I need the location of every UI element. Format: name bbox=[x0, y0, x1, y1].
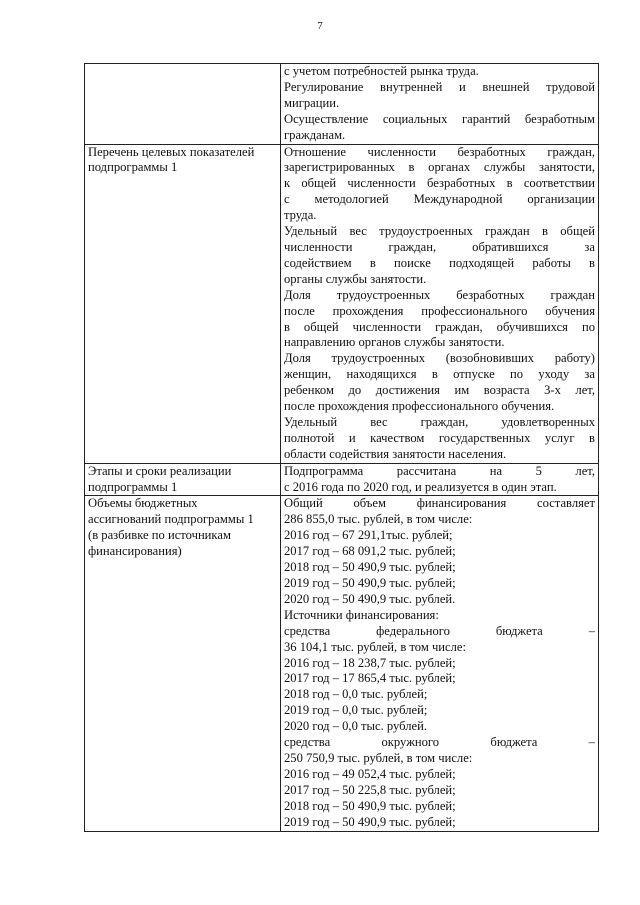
row-content-line: 2017 год – 50 225,8 тыс. рублей; bbox=[284, 782, 456, 797]
row-content-line: Отношение численности безработных граждан, bbox=[284, 144, 595, 159]
row-content-line: 2020 год – 50 490,9 тыс. рублей. bbox=[284, 591, 456, 606]
row-content-line: с учетом потребностей рынка труда. bbox=[284, 64, 479, 78]
row-content-line: зарегистрированных в органах службы занятости, bbox=[284, 160, 595, 175]
row-content-line: полнотой и качеством государственных услуг в bbox=[284, 430, 595, 445]
table-row bbox=[85, 144, 599, 463]
row-content-line: женщин, находящихся в отпуске по уходу за bbox=[284, 367, 595, 382]
row-label-line: Этапы и сроки реализации bbox=[88, 463, 232, 478]
row-label-line: финансирования) bbox=[88, 544, 182, 559]
row-content-line: 2020 год – 0,0 тыс. рублей. bbox=[284, 719, 427, 734]
table-row bbox=[85, 463, 599, 496]
page-number: 7 bbox=[317, 20, 323, 32]
row-content-line: 286 855,0 тыс. рублей, в том числе: bbox=[284, 512, 473, 527]
row-content-line: 2019 год – 50 490,9 тыс. рублей; bbox=[284, 576, 456, 590]
row-content-cell bbox=[281, 64, 599, 145]
row-label-line: Перечень целевых показателей bbox=[88, 144, 255, 159]
row-content-line: 2016 год – 49 052,4 тыс. рублей; bbox=[284, 766, 456, 781]
row-content-line: 2016 год – 18 238,7 тыс. рублей; bbox=[284, 655, 456, 670]
row-label-cell bbox=[85, 463, 281, 496]
row-content-line: Источники финансирования: bbox=[284, 607, 439, 622]
row-content-line: численности граждан, обратившихся за bbox=[284, 239, 595, 254]
row-content-line: Общий объем финансирования составляет bbox=[284, 496, 595, 511]
row-label-line: ассигнований подпрограммы 1 bbox=[88, 512, 254, 527]
row-content-line: 36 104,1 тыс. рублей, в том числе: bbox=[284, 639, 466, 654]
row-content-line: органы службы занятости. bbox=[284, 271, 427, 286]
row-content-line: 2017 год – 17 865,4 тыс. рублей; bbox=[284, 671, 456, 686]
row-content-line: 2018 год – 50 490,9 тыс. рублей; bbox=[284, 560, 456, 575]
row-content-line: Регулирование внутренней и внешней трудовой bbox=[284, 79, 595, 94]
row-content-line: 2018 год – 50 490,9 тыс. рублей; bbox=[284, 798, 456, 813]
row-content-line: 250 750,9 тыс. рублей, в том числе: bbox=[284, 750, 473, 765]
row-content-line: 2017 год – 68 091,2 тыс. рублей; bbox=[284, 544, 456, 559]
row-content-cell bbox=[281, 496, 599, 831]
table-row bbox=[85, 496, 599, 831]
row-content-line: труда. bbox=[284, 208, 317, 223]
row-content-line: направлению органов службы занятости. bbox=[284, 335, 505, 350]
row-label-cell bbox=[85, 144, 281, 463]
row-content-line: средства окружного бюджета – bbox=[284, 735, 595, 750]
row-content-line: миграции. bbox=[284, 95, 340, 110]
row-content-line: после прохождения профессионального обучения. bbox=[284, 399, 555, 414]
row-label-line: подпрограммы 1 bbox=[88, 160, 178, 175]
row-content-line: содействием в поиске подходящей работы в bbox=[284, 255, 595, 270]
row-content-line: 2016 год – 67 291,1тыс. рублей; bbox=[284, 528, 453, 543]
row-content-line: 2018 год – 0,0 тыс. рублей; bbox=[284, 687, 428, 702]
row-label-cell bbox=[85, 64, 281, 145]
row-content-cell bbox=[281, 144, 599, 463]
table-row bbox=[85, 64, 599, 145]
row-content-line: к общей численности безработных в соответствии bbox=[284, 176, 595, 191]
row-content-line: гражданам. bbox=[284, 127, 346, 142]
row-content-line: Доля трудоустроенных (возобновивших работу) bbox=[284, 351, 595, 366]
passport-table bbox=[84, 63, 599, 832]
row-content-line: средства федерального бюджета – bbox=[284, 623, 595, 638]
row-content-line: Удельный вес трудоустроенных граждан в общей bbox=[284, 224, 595, 239]
row-label-line: Объемы бюджетных bbox=[88, 496, 198, 511]
row-content-line: Доля трудоустроенных безработных граждан bbox=[284, 287, 595, 302]
row-content-line: в общей численности граждан, обучившихся по bbox=[284, 319, 595, 334]
row-label-line: подпрограммы 1 bbox=[88, 479, 178, 494]
row-content-line: с методологией Международной организации bbox=[284, 192, 595, 207]
row-content-line: ребенком до достижения им возраста 3-х лет, bbox=[284, 383, 595, 398]
row-content-line: 2019 год – 50 490,9 тыс. рублей; bbox=[284, 814, 456, 829]
row-content-line: с 2016 года по 2020 год, и реализуется в один этап. bbox=[284, 479, 557, 494]
row-label-cell bbox=[85, 496, 281, 831]
row-content-line: после прохождения профессионального обучения bbox=[284, 303, 595, 318]
row-content-line: 2019 год – 0,0 тыс. рублей; bbox=[284, 703, 428, 718]
row-content-line: Осуществление социальных гарантий безработным bbox=[284, 111, 595, 126]
row-label-line: (в разбивке по источникам bbox=[88, 528, 231, 543]
row-content-cell bbox=[281, 463, 599, 496]
row-content-line: Удельный вес граждан, удовлетворенных bbox=[284, 414, 595, 429]
row-content-line: области содействия занятости населения. bbox=[284, 446, 507, 461]
row-content-line: Подпрограмма рассчитана на 5 лет, bbox=[284, 463, 595, 478]
